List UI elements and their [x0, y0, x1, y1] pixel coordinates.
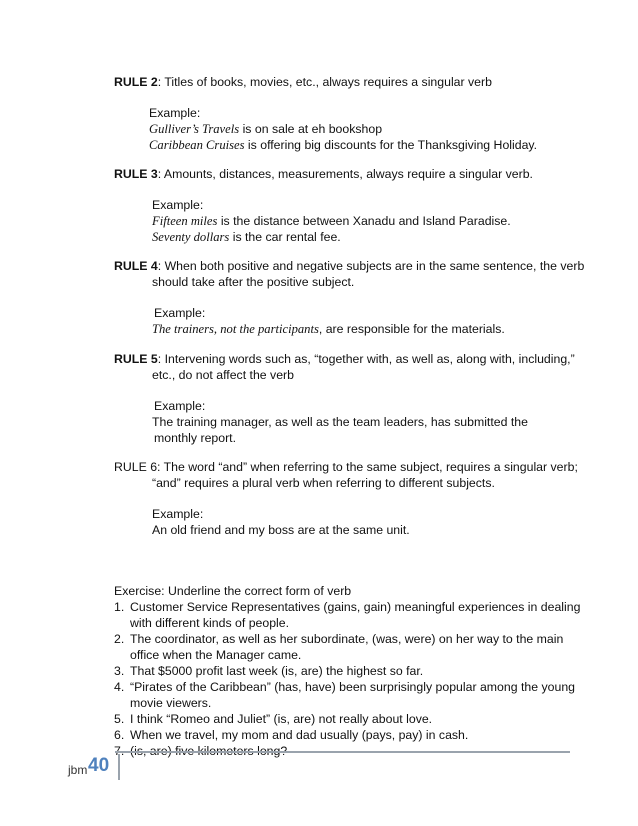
rule-2-example-label: Example:: [149, 106, 201, 120]
exercise-item-2-number: 2.: [114, 632, 125, 646]
rule-4-text-line-1: : When both positive and negative subjects are in the same sentence, the verb: [157, 259, 585, 273]
exercise-item-3: [114, 663, 423, 679]
rule-3-example-1: [152, 213, 511, 229]
rule-6-text-line-1: RULE 6: The word “and” when referring to the same subject, requires a singular verb;: [114, 460, 578, 474]
exercise-item-4-line-2: movie viewers.: [130, 696, 212, 710]
exercise-item-6: [114, 727, 468, 743]
footer-divider: [115, 751, 570, 753]
exercise-item-5-number: 5.: [114, 712, 125, 726]
exercise-item-2: [114, 631, 563, 647]
exercise-item-4: [114, 679, 575, 695]
rule-2-example-2: [149, 137, 537, 153]
exercise-item-2-line-1: The coordinator, as well as her subordinate, (was, were) on her way to the main: [130, 632, 564, 646]
footer-vertical-bar: [118, 754, 120, 780]
exercise-heading: Exercise: Underline the correct form of verb: [114, 584, 352, 598]
rule-4-heading: [114, 258, 584, 274]
rule-4-example-rest: , are responsible for the materials.: [318, 322, 505, 336]
rule-3-heading: [114, 166, 533, 182]
exercise-item-7-line-1: (is, are) five kilometers long?: [130, 744, 288, 758]
exercise-item-3-line-1: That $5000 profit last week (is, are) the highest so far.: [130, 664, 424, 678]
rule-5-text-line-2: etc., do not affect the verb: [152, 368, 294, 382]
rule-2-text: : Titles of books, movies, etc., always requires a singular verb: [157, 75, 492, 89]
rule-3-example-label: Example:: [152, 198, 204, 212]
exercise-item-1-line-1: Customer Service Representatives (gains, gain) meaningful experiences in dealing: [130, 600, 581, 614]
rule-2-example-2-rest: is offering big discounts for the Thanksgiving Holiday.: [244, 138, 538, 152]
page-number: 40: [88, 755, 110, 776]
rule-4-text-line-2: should take after the positive subject.: [152, 275, 355, 289]
rule-5-example-label: Example:: [154, 399, 206, 413]
footer-author: jbm: [68, 763, 88, 777]
exercise-item-2-line-2: office when the Manager came.: [130, 648, 302, 662]
rule-5-example-line-1: The training manager, as well as the team leaders, has submitted the: [152, 415, 528, 429]
rule-2-example-1-rest: is on sale at eh bookshop: [239, 122, 383, 136]
rule-3-example-2-rest: is the car rental fee.: [229, 230, 341, 244]
exercise-item-7-number: 7.: [114, 744, 125, 758]
rule-3-text: : Amounts, distances, measurements, always require a singular verb.: [157, 167, 533, 181]
rule-3-example-1-amount: Fifteen miles: [152, 214, 218, 228]
rule-5-label: RULE 5: [114, 352, 158, 366]
rule-2-label: RULE 2: [114, 75, 158, 89]
exercise-item-6-line-1: When we travel, my mom and dad usually (pays, pay) in cash.: [130, 728, 469, 742]
rule-2-example-1: [149, 121, 382, 137]
rule-5-text-line-1: : Intervening words such as, “together with, as well as, along with, including,”: [157, 352, 575, 366]
rule-4-example: [152, 321, 505, 337]
rule-4-example-label: Example:: [154, 306, 206, 320]
rule-6-text-line-2: “and” requires a plural verb when referring to different subjects.: [152, 476, 495, 490]
rule-2-example-2-title: Caribbean Cruises: [149, 138, 245, 152]
rule-3-example-2: [152, 229, 341, 245]
exercise-item-4-line-1: “Pirates of the Caribbean” (has, have) been surprisingly popular among the young: [130, 680, 575, 694]
rule-5-heading: [114, 351, 575, 367]
exercise-item-1: [114, 599, 580, 615]
rule-6-example: An old friend and my boss are at the same unit.: [152, 523, 410, 537]
exercise-item-5-line-1: I think “Romeo and Juliet” (is, are) not really about love.: [130, 712, 433, 726]
exercise-item-3-number: 3.: [114, 664, 125, 678]
rule-3-example-1-rest: is the distance between Xanadu and Island Paradise.: [217, 214, 511, 228]
exercise-item-4-number: 4.: [114, 680, 125, 694]
exercise-item-1-line-2: with different kinds of people.: [130, 616, 290, 630]
rule-6-example-label: Example:: [152, 507, 204, 521]
exercise-item-6-number: 6.: [114, 728, 125, 742]
rule-3-example-2-amount: Seventy dollars: [152, 230, 230, 244]
exercise-item-1-number: 1.: [114, 600, 125, 614]
exercise-item-5: [114, 711, 432, 727]
rule-2-example-1-title: Gulliver’s Travels: [149, 122, 240, 136]
rule-4-example-subject: The trainers, not the participants: [152, 322, 319, 336]
rule-4-label: RULE 4: [114, 259, 158, 273]
rule-2-heading: [114, 74, 492, 90]
rule-5-example-line-2: monthly report.: [154, 431, 237, 445]
rule-3-label: RULE 3: [114, 167, 158, 181]
